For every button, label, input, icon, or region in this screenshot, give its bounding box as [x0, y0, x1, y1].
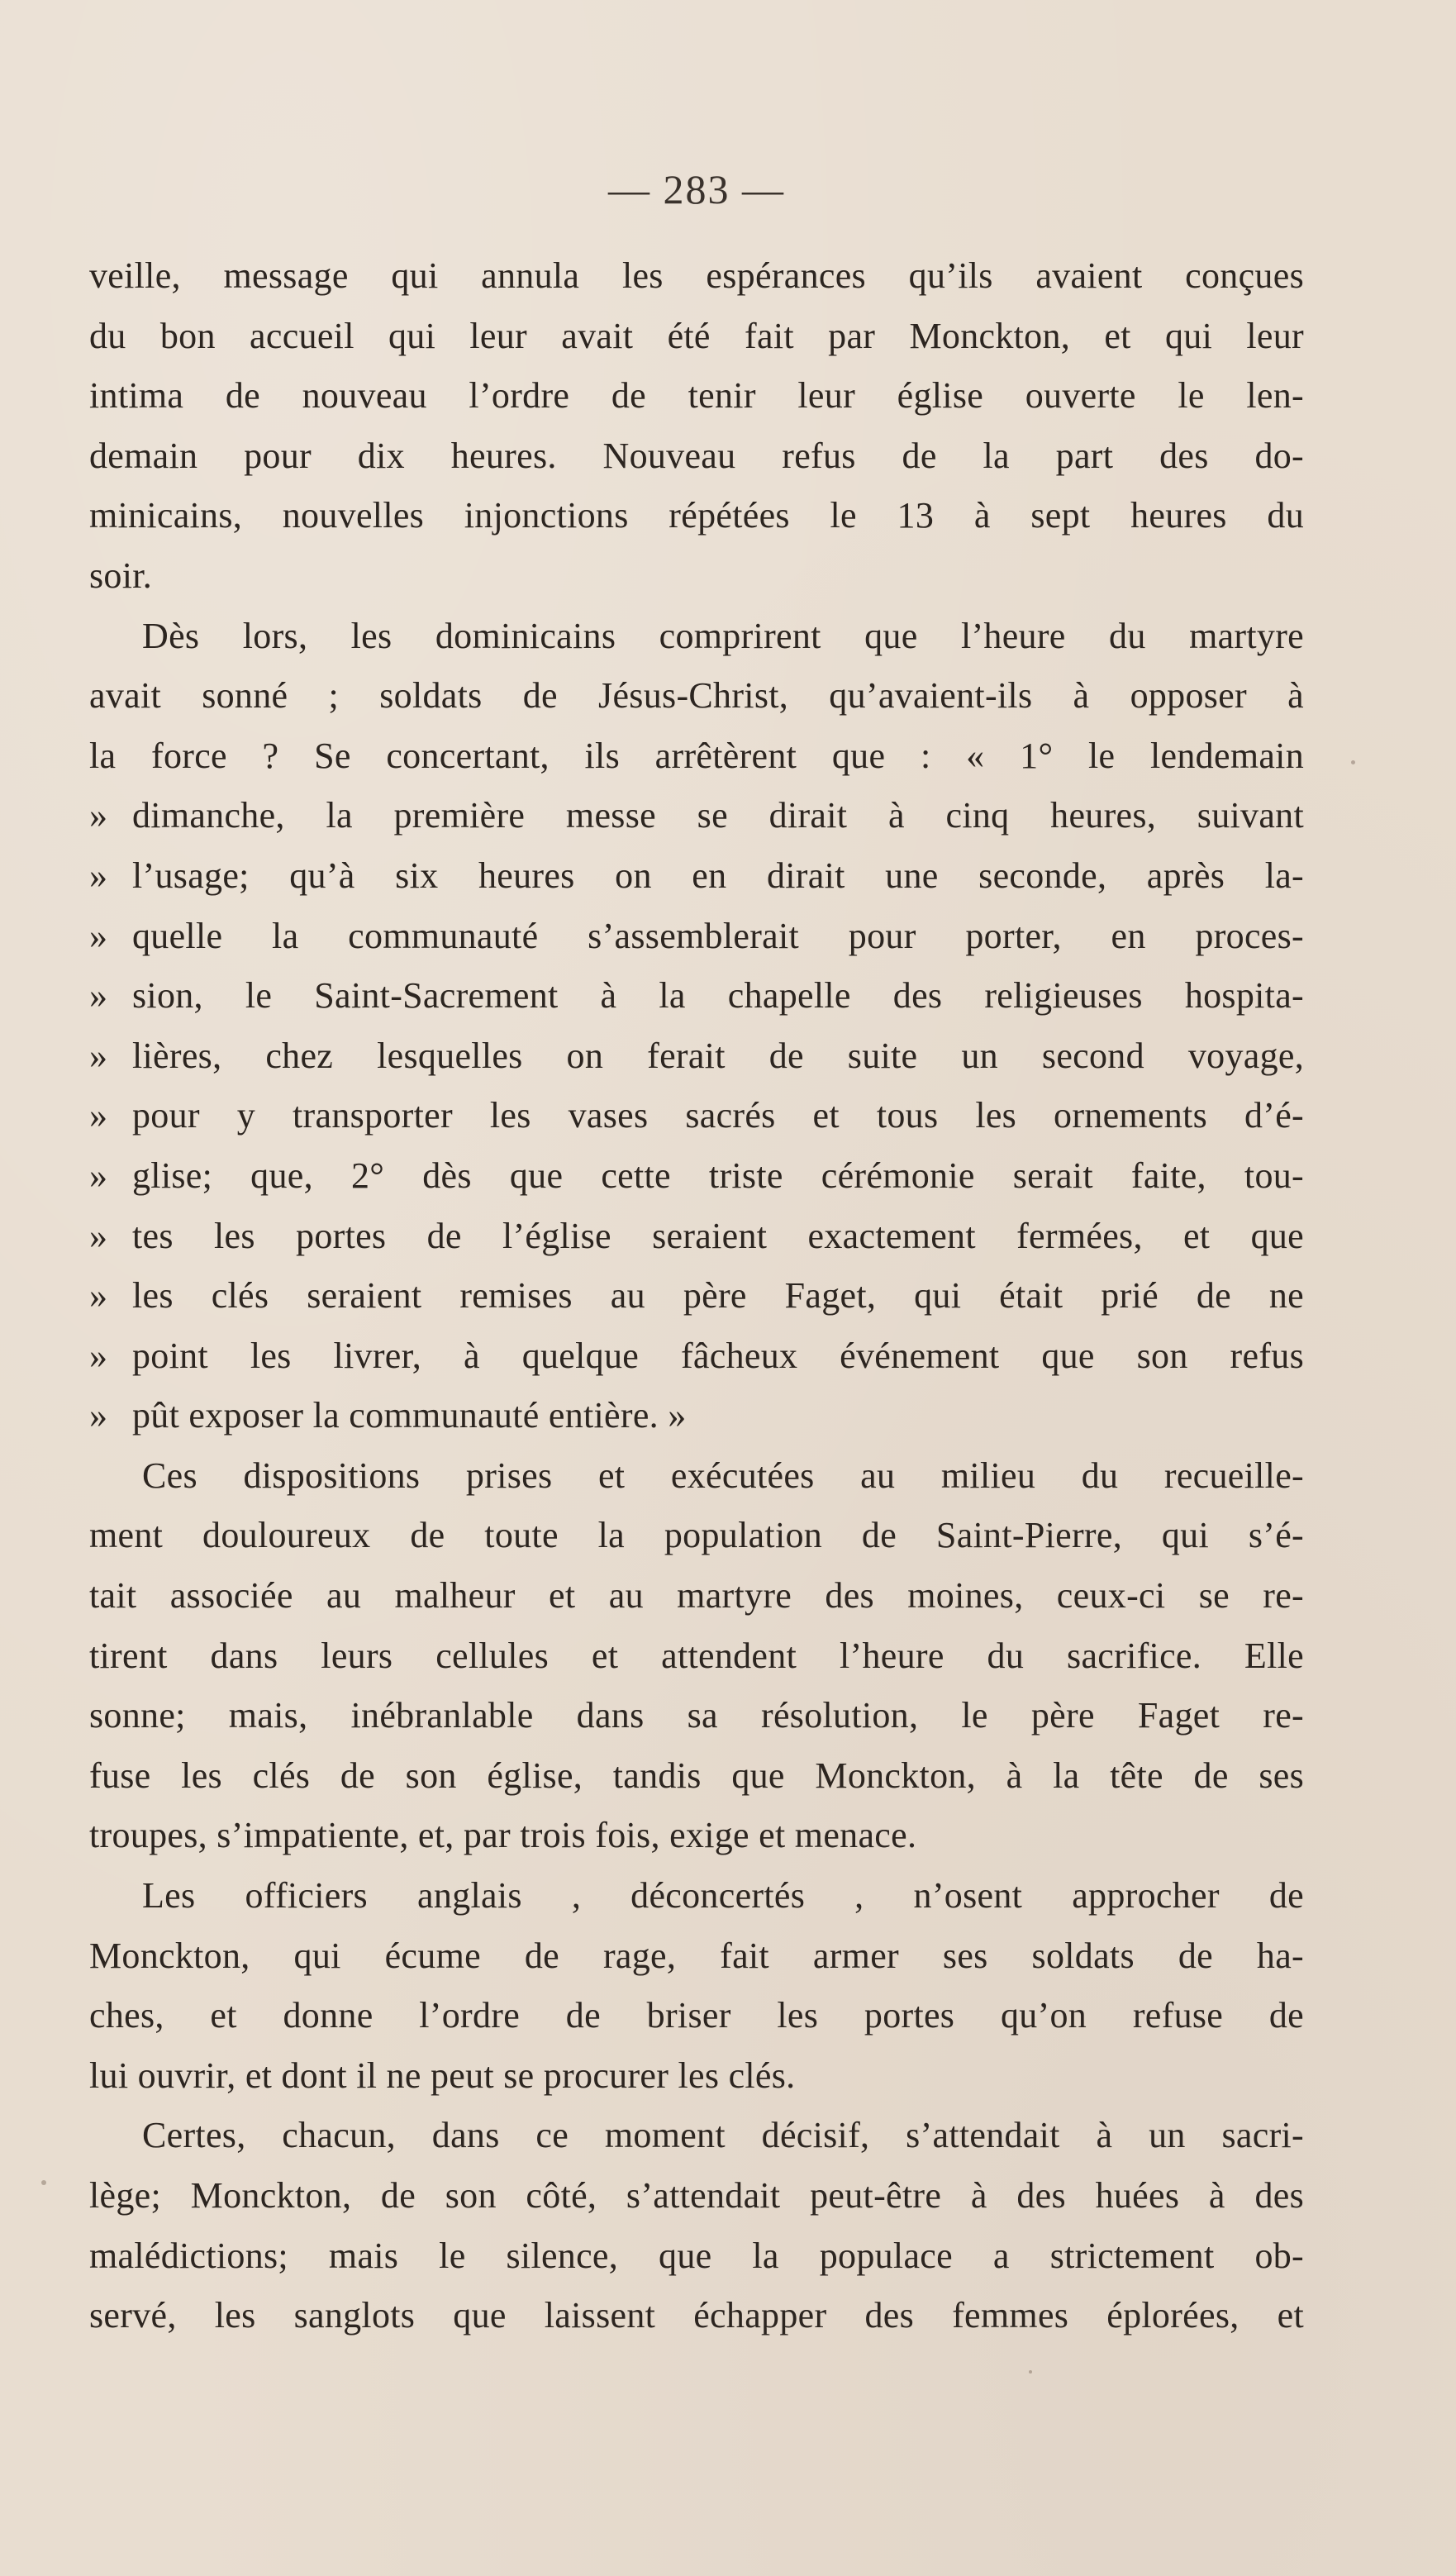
paper-speck: [41, 2180, 46, 2185]
text-line: malédictions; mais le silence, que la populace a strictement ob-: [89, 2235, 1304, 2276]
quote-text: les clés seraient remises au père Faget, qui était prié de ne: [132, 1275, 1304, 1317]
paper-speck: [1029, 2370, 1032, 2374]
paragraph: [89, 246, 1304, 607]
quote-text: pour y transporter les vases sacrés et tous les ornements d’é-: [132, 1095, 1304, 1136]
paragraph: [89, 607, 1304, 787]
quote-line: [89, 786, 1304, 846]
text-line: tirent dans leurs cellules et attendent l’heure du sacrifice. Elle: [89, 1635, 1304, 1676]
page-text: [89, 165, 1304, 2346]
text-line: fuse les clés de son église, tandis que Monckton, à la tête de ses: [89, 1755, 1304, 1796]
quote-line: [89, 966, 1304, 1026]
quotation: [89, 786, 1304, 1446]
paragraph: [89, 1446, 1304, 1866]
quote-text: pût exposer la communauté entière. »: [132, 1395, 687, 1436]
text-line: Monckton, qui écume de rage, fait armer ses soldats de ha-: [89, 1935, 1304, 1976]
quote-line: [89, 1326, 1304, 1387]
text-line: veille, message qui annula les espérances qu’ils avaient conçues: [89, 255, 1304, 296]
quote-mark: »: [89, 1095, 108, 1136]
quote-mark: »: [89, 795, 108, 836]
text-line: ment douloureux de toute la population de Saint-Pierre, qui s’é-: [89, 1515, 1304, 1556]
quote-mark: »: [89, 1275, 108, 1317]
page-number: — 283 —: [608, 166, 785, 212]
quote-mark: »: [89, 855, 108, 896]
text-line: servé, les sanglots que laissent échapper des femmes éplorées, et: [89, 2295, 1304, 2336]
quote-line: [89, 907, 1304, 967]
quote-line: [89, 1026, 1304, 1087]
paragraph: [89, 2106, 1304, 2345]
quote-line: [89, 846, 1304, 907]
text-line: lui ouvrir, et dont il ne peut se procurer les clés.: [89, 2055, 796, 2096]
quote-text: dimanche, la première messe se dirait à cinq heures, suivant: [132, 795, 1304, 836]
text-line: Les officiers anglais , déconcertés , n’osent approcher de: [142, 1875, 1304, 1917]
quote-mark: »: [89, 1335, 108, 1376]
text-line: Dès lors, les dominicains comprirent que l’heure du martyre: [142, 615, 1304, 656]
quote-mark: »: [89, 1035, 108, 1076]
quote-line: [89, 1207, 1304, 1267]
text-line: ches, et donne l’ordre de briser les portes qu’on refuse de: [89, 1995, 1304, 2036]
text-line: la force ? Se concertant, ils arrêtèrent que : « 1° le lendemain: [89, 735, 1304, 776]
text-line: avait sonné ; soldats de Jésus-Christ, qu’avaient-ils à opposer à: [89, 675, 1304, 717]
quote-text: quelle la communauté s’assemblerait pour porter, en proces-: [132, 915, 1304, 956]
quote-text: l’usage; qu’à six heures on en dirait une seconde, après la-: [132, 855, 1304, 896]
paper-speck: [1351, 760, 1355, 764]
paragraph: [89, 1866, 1304, 2106]
text-line: Ces dispositions prises et exécutées au milieu du recueille-: [142, 1455, 1304, 1496]
quote-text: lières, chez lesquelles on ferait de suite un second voyage,: [132, 1035, 1304, 1076]
text-line: minicains, nouvelles injonctions répétées le 13 à sept heures du: [89, 495, 1304, 536]
text-line: troupes, s’impatiente, et, par trois fois, exige et menace.: [89, 1815, 917, 1856]
quote-mark: »: [89, 1395, 108, 1436]
text-line: soir.: [89, 555, 153, 596]
quote-text: tes les portes de l’église seraient exactement fermées, et que: [132, 1215, 1304, 1256]
quote-mark: »: [89, 1215, 108, 1256]
quote-line: [89, 1266, 1304, 1326]
text-line: demain pour dix heures. Nouveau refus de la part des do-: [89, 435, 1304, 476]
quote-mark: »: [89, 915, 108, 956]
quote-line: [89, 1086, 1304, 1146]
quote-line: [89, 1146, 1304, 1207]
quote-line: [89, 1386, 1304, 1446]
text-line: Certes, chacun, dans ce moment décisif, s’attendait à un sacri-: [142, 2115, 1304, 2156]
quote-mark: »: [89, 1155, 108, 1196]
quote-text: point les livrer, à quelque fâcheux événement que son refus: [132, 1335, 1304, 1376]
quote-text: glise; que, 2° dès que cette triste cérémonie serait faite, tou-: [132, 1155, 1304, 1196]
text-line: du bon accueil qui leur avait été fait par Monckton, et qui leur: [89, 315, 1304, 356]
text-line: tait associée au malheur et au martyre des moines, ceux-ci se re-: [89, 1575, 1304, 1617]
text-line: lège; Monckton, de son côté, s’attendait peut-être à des huées à des: [89, 2175, 1304, 2216]
text-line: intima de nouveau l’ordre de tenir leur église ouverte le len-: [89, 375, 1304, 417]
quote-text: sion, le Saint-Sacrement à la chapelle des religieuses hospita-: [132, 975, 1304, 1017]
quote-mark: »: [89, 975, 108, 1017]
text-line: sonne; mais, inébranlable dans sa résolution, le père Faget re-: [89, 1695, 1304, 1736]
